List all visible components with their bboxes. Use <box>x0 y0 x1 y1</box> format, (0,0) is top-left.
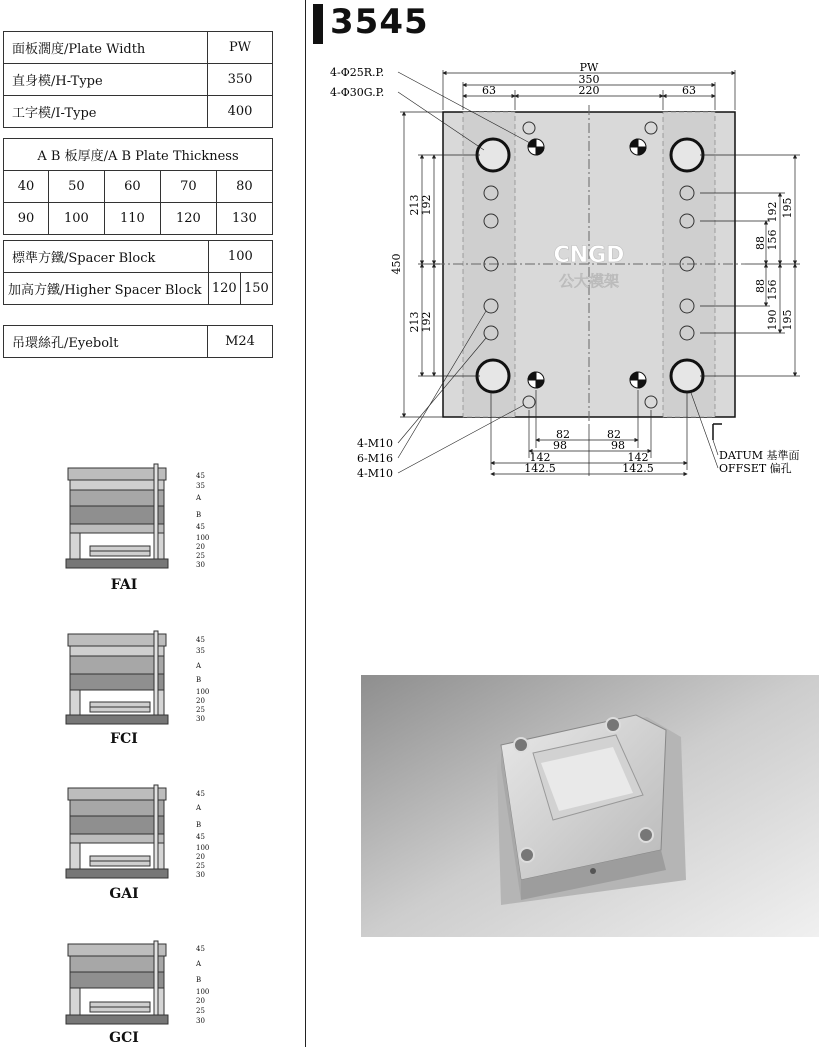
mold-type-name: GCI <box>109 1030 139 1046</box>
guide-pin-hole <box>671 360 703 392</box>
dim-82-right: 82 <box>607 428 621 441</box>
dim-156-bottom: 156 <box>766 279 779 301</box>
dim-82-left: 82 <box>556 428 570 441</box>
dim-88-top: 88 <box>754 236 767 250</box>
guide-pin-hole <box>477 139 509 171</box>
layer-label: 20 <box>196 997 205 1005</box>
layer-label: 25 <box>196 706 205 714</box>
mold-type-name: FAI <box>110 577 138 593</box>
layer-label: 20 <box>196 543 205 551</box>
spacer-value: 100 <box>208 241 272 273</box>
layer-label: A <box>196 494 202 502</box>
ab-thickness-cell: 90 <box>4 203 49 235</box>
callout-offset: OFFSET 偏孔 <box>719 462 792 475</box>
dim-195-top: 195 <box>781 197 794 219</box>
layer-label: 25 <box>196 1007 205 1015</box>
mold-diagram-gci <box>60 940 220 1030</box>
layer-label: 45 <box>196 523 205 531</box>
layer-label: 30 <box>196 1017 205 1025</box>
callout-m10-bottom: 4-M10 <box>357 467 393 480</box>
mold-diagram-fai <box>60 462 220 574</box>
layer-label: 30 <box>196 561 205 569</box>
dim-213-bottom: 213 <box>408 311 421 333</box>
layer-label: A <box>196 662 202 670</box>
higher-spacer-value: 150 <box>240 273 272 305</box>
dim-192-top: 192 <box>420 194 433 216</box>
eyebolt-value: M24 <box>208 326 273 358</box>
h-type-label: 直身模/H-Type <box>4 64 208 96</box>
layer-label: B <box>196 676 202 684</box>
model-title: 3545 <box>330 2 429 42</box>
dim-98-left: 98 <box>553 439 567 452</box>
layer-label: 45 <box>196 472 205 480</box>
plate-drawing <box>0 0 820 500</box>
ab-thickness-cell: 100 <box>48 203 104 235</box>
layer-label: 100 <box>196 534 210 542</box>
plate-width-label: 面板濶度/Plate Width <box>4 32 208 64</box>
logo-chinese: 公大模架 <box>558 272 620 290</box>
ab-thickness-cell: 120 <box>160 203 216 235</box>
layer-label: 100 <box>196 688 210 696</box>
dim-142-5-left: 142.5 <box>524 462 556 475</box>
layer-label: 100 <box>196 988 210 996</box>
dim-213-top: 213 <box>408 194 421 216</box>
dim-192-right: 192 <box>766 201 779 223</box>
ab-thickness-cell: 70 <box>160 171 216 203</box>
ab-thickness-cell: 40 <box>4 171 49 203</box>
layer-label: 45 <box>196 790 205 798</box>
layer-label: 25 <box>196 552 205 560</box>
eyebolt-label: 吊環絲孔/Eyebolt <box>4 326 208 358</box>
higher-spacer-value: 120 <box>208 273 240 305</box>
higher-spacer-label: 加高方鐵/Higher Spacer Block <box>4 273 209 305</box>
dim-350: 350 <box>578 73 600 86</box>
layer-label: 20 <box>196 853 205 861</box>
layer-label: 25 <box>196 862 205 870</box>
spacer-label: 標準方鐵/Spacer Block <box>4 241 209 273</box>
callout-m10-top: 4-M10 <box>357 437 393 450</box>
dim-63-left: 63 <box>482 84 496 97</box>
layer-label: 20 <box>196 697 205 705</box>
ab-thickness-cell: 60 <box>104 171 160 203</box>
guide-pin-hole <box>671 139 703 171</box>
dim-63-right: 63 <box>682 84 696 97</box>
datum-mark <box>713 424 722 440</box>
dim-220: 220 <box>578 84 600 97</box>
product-photo <box>361 675 819 937</box>
ab-thickness-label: A B 板厚度/A B Plate Thickness <box>4 139 273 171</box>
layer-label: A <box>196 804 202 812</box>
layer-label: 45 <box>196 945 205 953</box>
dim-142-right: 142 <box>627 451 649 464</box>
layer-label: A <box>196 960 202 968</box>
mold-type-name: FCI <box>110 731 138 747</box>
dim-190: 190 <box>766 309 779 331</box>
mold-diagram-gai <box>60 784 220 884</box>
i-type-value: 400 <box>208 96 273 128</box>
layer-label: B <box>196 821 202 829</box>
layer-label: 100 <box>196 844 210 852</box>
layer-label: B <box>196 976 202 984</box>
logo-brand: CNGD <box>553 243 625 268</box>
ab-thickness-cell: 130 <box>216 203 272 235</box>
guide-pin-hole <box>477 360 509 392</box>
dim-450: 450 <box>390 253 403 275</box>
layer-label: 45 <box>196 833 205 841</box>
ab-thickness-cell: 110 <box>104 203 160 235</box>
i-type-label: 工字模/I-Type <box>4 96 208 128</box>
dim-142-left: 142 <box>529 451 551 464</box>
ab-thickness-cell: 50 <box>48 171 104 203</box>
callout-guide-pin: 4-Φ30G.P. <box>330 86 385 99</box>
mold-type-name: GAI <box>109 886 139 902</box>
layer-label: 45 <box>196 636 205 644</box>
h-type-value: 350 <box>208 64 273 96</box>
layer-label: 35 <box>196 647 205 655</box>
layer-label: 30 <box>196 871 205 879</box>
plate-width-value: PW <box>208 32 273 64</box>
layer-label: 30 <box>196 715 205 723</box>
dim-142-5-right: 142.5 <box>622 462 654 475</box>
mold-diagram-fci <box>60 630 220 730</box>
dim-195-bottom: 195 <box>781 309 794 331</box>
layer-label: B <box>196 511 202 519</box>
dim-88-bottom: 88 <box>754 279 767 293</box>
callout-datum: DATUM 基準面 <box>719 449 800 462</box>
callout-return-pin: 4-Φ25R.P. <box>330 66 385 79</box>
dim-192-bottom: 192 <box>420 311 433 333</box>
dim-156-top: 156 <box>766 229 779 251</box>
layer-label: 35 <box>196 482 205 490</box>
ab-thickness-cell: 80 <box>216 171 272 203</box>
dim-pw: PW <box>579 61 599 74</box>
dim-98-right: 98 <box>611 439 625 452</box>
callout-m16: 6-M16 <box>357 452 393 465</box>
